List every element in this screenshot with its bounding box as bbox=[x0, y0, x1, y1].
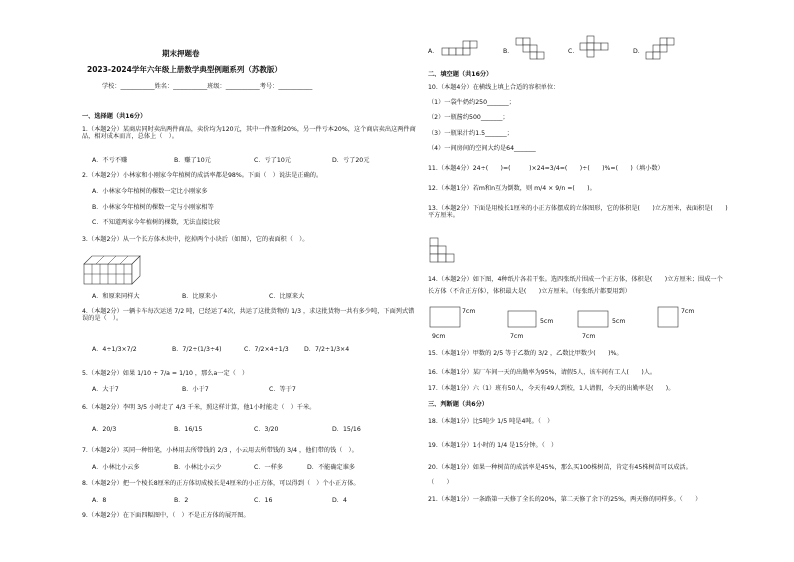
q5-option-c: C．等于7 bbox=[269, 386, 296, 393]
question-8: 8.（本题2分）把一个棱长8厘米的正方体切成棱长是4厘米的小正方体，可以得到（ ）个小正方体。 bbox=[82, 480, 360, 487]
q14-dim-5: 5cm bbox=[612, 318, 626, 325]
q8-option-b: B．2 bbox=[174, 497, 189, 504]
q2-option-b: B．小林家今年植树的棵数一定与小刚家相等 bbox=[92, 204, 214, 211]
q4-option-a: A．4÷1/3×7/2 bbox=[92, 346, 137, 353]
question-10: 10.（本题4分）在横线上填上合适的容积单位： bbox=[428, 84, 560, 91]
q10-item-4: （4）一间房间的空间大约是64_______ bbox=[428, 145, 536, 152]
question-17: 17.（本题1分）六（1）班有50人，今天有49人到校，1人请假，今天的出勤率是( )。 bbox=[428, 385, 675, 392]
question-2: 2.（本题2分）小林家和小刚家今年植树的成活率都是98%。下面（ ）说法是正确的。 bbox=[82, 172, 323, 179]
question-4: 4.（本题2分）一辆卡车每次运送 7/2 吨，已经运了4次，共运了这批货物的 1/3 ，求这批货物一共有多少吨，下面列式错误的是（ ）。 bbox=[82, 308, 415, 323]
question-9: 9.（本题2分）在下面四幅图中，（ ）不是正方体的展开图。 bbox=[82, 512, 250, 519]
q13-cube-stack-figure bbox=[430, 238, 466, 272]
q7-option-c: C．一样多 bbox=[254, 464, 284, 471]
q1-option-b: B．赚了10元 bbox=[174, 157, 211, 164]
net-figure-d bbox=[646, 38, 682, 64]
section2-heading: 二、填空题（共16分） bbox=[428, 71, 493, 78]
q5-option-b: B．小于7 bbox=[182, 386, 209, 393]
q5-option-a: A．大于7 bbox=[92, 386, 119, 393]
q2-option-c: C．不知道两家今年植树的棵数，无法直接比较 bbox=[92, 219, 221, 226]
question-14: 14.（本题2分）如下图，4种纸片各若干张。选四张纸片围成一个正方体，体积是( )立方厘米；围成一个长方体（不含正方体），体积最大是( )立方厘米。（每张纸片都要用到） bbox=[428, 276, 723, 295]
q8-option-a: A．8 bbox=[92, 497, 107, 504]
question-20-blank: （ ） bbox=[428, 479, 453, 486]
exam-title: 期末押题卷 bbox=[162, 49, 200, 58]
q14-dim-7: 7cm bbox=[681, 308, 695, 315]
q4-option-b: B．7/2÷(1/3÷4) bbox=[172, 346, 222, 353]
q10-item-1: （1）一袋牛奶约250_______； bbox=[428, 99, 515, 106]
student-info-line: 学校：___________姓名：___________班级：___________考号：___________ bbox=[102, 83, 313, 90]
q10-item-3: （3）一瓶果汁约1.5_______； bbox=[428, 130, 513, 137]
question-7: 7.（本题2分）买同一种铅笔，小林用去所带钱的 2/3 ，小云用去所带钱的 3/4 ，他们带的钱（ ）。 bbox=[82, 447, 358, 454]
net-figure-b bbox=[516, 38, 546, 64]
q3-option-c: C．比原来大 bbox=[269, 293, 305, 300]
q7-option-a: A．小林比小云多 bbox=[92, 464, 140, 471]
q3-option-a: A．和原来同样大 bbox=[92, 293, 140, 300]
question-21: 21.（本题1分）一条路第一天修了全长的20%，第二天修了余下的25%，两天修的同样多。（ ） bbox=[428, 496, 702, 503]
q1-option-d: D．亏了20元 bbox=[332, 157, 370, 164]
section1-heading: 一、选择题（共16分） bbox=[82, 113, 147, 120]
q8-option-d: D．4 bbox=[332, 497, 347, 504]
q14-dim-1: 9cm bbox=[432, 333, 446, 340]
q4-option-c: C．7/2×4÷1/3 bbox=[244, 346, 289, 353]
question-1: 1.（本题2分）某商店同时卖出两件商品，卖价均为120元，其中一件盈利20%，另一件亏本20%，这个商店卖出这两件商品，相对成本而言，总体上（ ）。 bbox=[82, 126, 416, 141]
net-label-c: C． bbox=[568, 48, 579, 55]
q6-option-b: B．16/15 bbox=[174, 426, 203, 433]
question-16: 16.（本题1分）某厂车间一天的出勤率为95%，请假5人，该车间有工人( )人。 bbox=[428, 369, 657, 376]
net-figure-a bbox=[442, 40, 484, 62]
question-12: 12.（本题1分）若m和n互为倒数，则 m/4 × 9/n =( )。 bbox=[428, 185, 596, 192]
q8-option-c: C．16 bbox=[254, 497, 273, 504]
q1-option-c: C．亏了10元 bbox=[254, 157, 291, 164]
q7-option-d: D．不能确定谁多 bbox=[307, 464, 356, 471]
question-19: 19.（本题1分）1小时的 1/4 是15分钟。（ ） bbox=[428, 442, 558, 449]
q6-option-d: D．15/16 bbox=[332, 426, 361, 433]
question-18: 18.（本题1分）比5吨少 1/5 吨是4吨。（ ） bbox=[428, 418, 554, 425]
q7-option-b: B．小林比小云少 bbox=[174, 464, 222, 471]
q10-item-2: （2）一瓶酱约500_______； bbox=[428, 114, 509, 121]
q14-dim-2: 7cm bbox=[462, 308, 476, 315]
question-13: 13.（本题2分）下面是用棱长1厘米的小正方体摆成的立体图形，它的体积是( )立方厘米，表面积是( )平方厘米。 bbox=[428, 205, 728, 220]
question-15: 15.（本题1分）甲数的 2/5 等于乙数的 3/2 ，乙数比甲数少( )%。 bbox=[428, 350, 623, 357]
q14-dim-3: 5cm bbox=[540, 318, 554, 325]
q6-option-a: A．20/3 bbox=[92, 426, 117, 433]
q3-option-b: B．比原来小 bbox=[182, 293, 218, 300]
question-11: 11.（本题4分）24÷( )=( )×24=3/4=( )÷( )%=( )（填小数） bbox=[428, 165, 664, 172]
q14-dim-4: 7cm bbox=[510, 333, 524, 340]
q1-option-a: A．不亏不赚 bbox=[92, 157, 128, 164]
net-label-a: A． bbox=[428, 48, 439, 55]
exam-subtitle: 2023-2024学年六年级上册数学典型例题系列（苏教版） bbox=[87, 65, 282, 74]
question-5: 5.（本题2分）如果 1/10 ÷ 7/a = 1/10 ，那么a一定（ ） bbox=[82, 370, 249, 377]
section3-heading: 三、判断题（共6分） bbox=[428, 401, 488, 408]
net-label-d: D． bbox=[633, 48, 644, 55]
question-3: 3.（本题2分）从一个长方体木块中，挖掉两个小块后（如图），它的表面积（ ）。 bbox=[82, 236, 309, 243]
net-figure-c bbox=[580, 36, 610, 64]
q3-cube-figure bbox=[84, 248, 144, 284]
question-6: 6.（本题2分）李明 3/5 小时走了 4/3 千米，照这样计算，他1小时能走（ ）千米。 bbox=[82, 404, 316, 411]
question-20: 20.（本题1分）如果一种树苗的成活率是45%，那么买100株树苗，肯定有45株树苗可以成活。 bbox=[428, 464, 692, 471]
net-label-b: B． bbox=[503, 48, 514, 55]
q14-dim-6: 7cm bbox=[582, 333, 596, 340]
q2-option-a: A．小林家今年植树的棵数一定比小刚家多 bbox=[92, 188, 208, 195]
q4-option-d: D．7/2÷1/3×4 bbox=[304, 346, 350, 353]
q6-option-c: C．3/20 bbox=[254, 426, 279, 433]
